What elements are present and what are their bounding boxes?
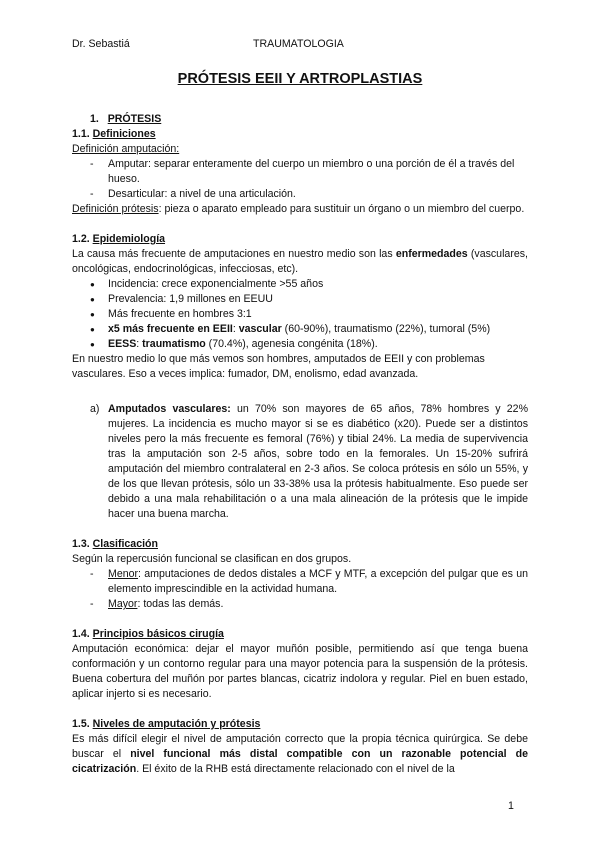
def-amputacion-label: Definición amputación: xyxy=(72,143,180,155)
section-1-5-heading: 1.5. Niveles de amputación y prótesis xyxy=(72,718,261,730)
list-item: ● Más frecuente en hombres 3:1 xyxy=(90,308,252,320)
header-author: Dr. Sebastiá xyxy=(72,38,130,50)
epidemiologia-note: En nuestro medio lo que más vemos son hombres, amputados de EEII y con problemas vasculares. Eso a veces implica: fumador, DM, enolismo, edad avanzada. xyxy=(72,353,485,380)
list-item: - Mayor: todas las demás. xyxy=(90,598,224,610)
list-item: - Menor: amputaciones de dedos distales a MCF y MTF, a excepción del pulgar que es un elemento imprescindible en la actividad humana. xyxy=(90,568,528,595)
section-1-1-heading: 1.1. Definiciones xyxy=(72,128,156,140)
def-protesis: Definición prótesis: pieza o aparato empleado para sustituir un órgano o un miembro del cuerpo. xyxy=(72,203,525,215)
clasificacion-list xyxy=(72,567,528,612)
section-1-4-heading: 1.4. Principios básicos cirugía xyxy=(72,628,224,640)
section-1-heading: 1. PRÓTESIS xyxy=(90,113,162,125)
document-body xyxy=(72,112,528,777)
principios-text: Amputación económica: dejar el mayor muñón posible, permitiendo así que tenga buena conformación y un contorno regular para una mayor potencia para la suspensión de la prótesis. Buena cobertura del muñón por partes blancas, cicatriz indolora y regular. Piel en buen estado, aplicar injerto si es necesario. xyxy=(72,643,528,700)
list-item: ● x5 más frecuente en EEII: vascular (60-90%), traumatismo (22%), tumoral (5%) xyxy=(90,323,491,335)
niveles-text: Es más difícil elegir el nivel de amputación correcto que la propia técnica quirúrgica. Se debe buscar el nivel funcional más distal compatible con un razonable potencial de cicatrización. El éxito de la RHB está directamente relacionado con el nivel de la xyxy=(72,733,528,775)
epidemiologia-intro: La causa más frecuente de amputaciones en nuestro medio son las enfermedades (vasculares, oncológicas, endocrinológicas, infecciosas, etc). xyxy=(72,248,528,275)
list-item: ● EESS: traumatismo (70.4%), agenesia congénita (18%). xyxy=(90,338,378,350)
clasificacion-intro: Según la repercusión funcional se clasifican en dos grupos. xyxy=(72,553,352,565)
epidemiologia-bullets xyxy=(72,277,528,352)
list-item: - Amputar: separar enteramente del cuerpo un miembro o una porción de él a través del hueso. xyxy=(90,158,515,185)
page-number: 1 xyxy=(508,800,514,812)
amputados-vasculares: a) Amputados vasculares: un 70% son mayores de 65 años, 78% hombres y 22% mujeres. La incidencia es mucho mayor si se es diabético (x20). Puede ser a distintos niveles pero la más frecuente es femoral (76%) y tibial 24%. La media de supervivencia tras la amputación son 2-5 años, sobre todo en la femorales. Un 15-20% sufrirá amputación del miembro contralateral en 2-3 años. Se coloca prótesis en sólo un 55%, y de los que llevan prótesis, sólo un 33-38% usa la prótesis habitualmente. Eso puede ser debido a una mala rehabilitación o a una mala alineación de la prótesis que le impide hacer una buena marcha. xyxy=(90,403,528,520)
list-item: - Desarticular: a nivel de una articulación. xyxy=(90,188,296,200)
section-1-3-heading: 1.3. Clasificación xyxy=(72,538,158,550)
page-title: PRÓTESIS EEII Y ARTROPLASTIAS xyxy=(177,71,423,87)
list-item: ● Prevalencia: 1,9 millones en EEUU xyxy=(90,293,273,305)
amputacion-list xyxy=(72,157,528,202)
section-1-2-heading: 1.2. Epidemiología xyxy=(72,233,166,245)
list-item: ● Incidencia: crece exponencialmente >55 años xyxy=(90,278,324,290)
header-subject: TRAUMATOLOGIA xyxy=(253,38,344,50)
